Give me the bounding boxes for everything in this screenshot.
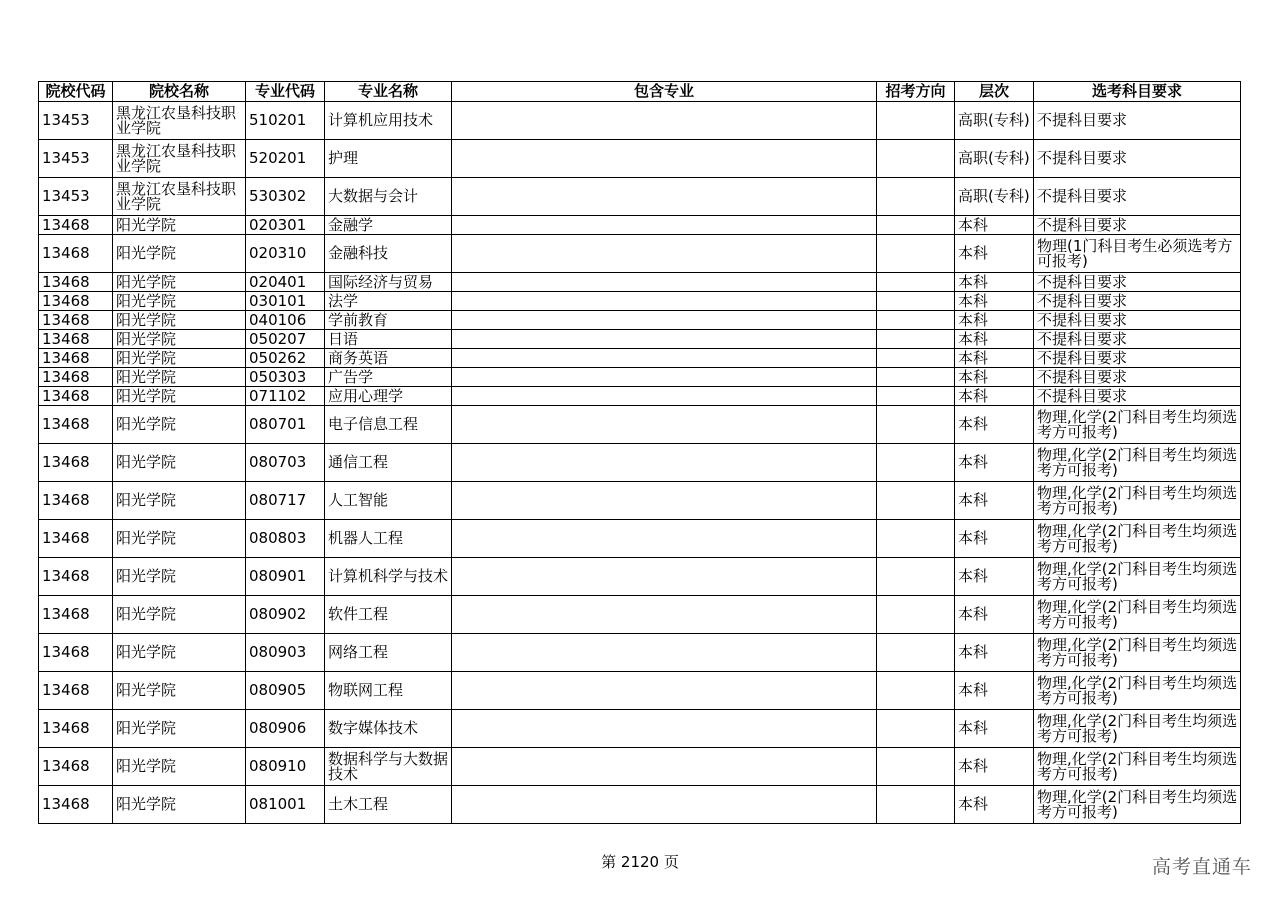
cell-level: 高职(专科): [955, 102, 1034, 140]
cell-school-code: 13453: [39, 178, 113, 216]
cell-major-code: 080906: [246, 710, 325, 748]
cell-included-majors: [452, 387, 877, 406]
cell-school-code: 13468: [39, 748, 113, 786]
cell-major-name: 护理: [325, 140, 452, 178]
cell-included-majors: [452, 786, 877, 824]
cell-included-majors: [452, 235, 877, 273]
table-row: [39, 330, 1241, 349]
cell-subject-requirement: 不提科目要求: [1034, 330, 1241, 349]
cell-admission-direction: [877, 710, 955, 748]
cell-school-code: 13453: [39, 140, 113, 178]
cell-admission-direction: [877, 748, 955, 786]
header-major-code: 专业代码: [246, 82, 325, 102]
cell-included-majors: [452, 102, 877, 140]
cell-major-code: 020310: [246, 235, 325, 273]
cell-school-code: 13468: [39, 368, 113, 387]
table-row: [39, 786, 1241, 824]
table-row: [39, 672, 1241, 710]
cell-major-name: 物联网工程: [325, 672, 452, 710]
cell-school-name: 阳光学院: [113, 368, 246, 387]
watermark-logo: 高考直通车: [1151, 856, 1252, 878]
cell-included-majors: [452, 748, 877, 786]
cell-level: 本科: [955, 710, 1034, 748]
cell-school-code: 13468: [39, 634, 113, 672]
cell-level: 本科: [955, 406, 1034, 444]
table-row: [39, 387, 1241, 406]
cell-admission-direction: [877, 596, 955, 634]
cell-major-code: 071102: [246, 387, 325, 406]
cell-major-name: 学前教育: [325, 311, 452, 330]
cell-major-name: 土木工程: [325, 786, 452, 824]
table-row: [39, 368, 1241, 387]
header-major-name: 专业名称: [325, 82, 452, 102]
table-row: [39, 292, 1241, 311]
cell-school-code: 13468: [39, 710, 113, 748]
cell-included-majors: [452, 349, 877, 368]
cell-included-majors: [452, 216, 877, 235]
cell-major-name: 通信工程: [325, 444, 452, 482]
cell-major-name: 商务英语: [325, 349, 452, 368]
cell-school-code: 13468: [39, 387, 113, 406]
table-row: [39, 558, 1241, 596]
cell-admission-direction: [877, 216, 955, 235]
cell-included-majors: [452, 292, 877, 311]
cell-school-code: 13468: [39, 672, 113, 710]
cell-level: 本科: [955, 368, 1034, 387]
table-row: [39, 482, 1241, 520]
cell-school-name: 阳光学院: [113, 558, 246, 596]
cell-subject-requirement: 不提科目要求: [1034, 140, 1241, 178]
cell-school-name: 阳光学院: [113, 786, 246, 824]
cell-admission-direction: [877, 330, 955, 349]
table-row: [39, 634, 1241, 672]
table-row: [39, 102, 1241, 140]
admissions-table: [38, 81, 1241, 824]
cell-school-code: 13468: [39, 406, 113, 444]
cell-level: 高职(专科): [955, 178, 1034, 216]
cell-subject-requirement: 物理,化学(2门科目考生均须选考方可报考): [1034, 482, 1241, 520]
cell-major-name: 网络工程: [325, 634, 452, 672]
cell-admission-direction: [877, 349, 955, 368]
cell-major-code: 080903: [246, 634, 325, 672]
cell-admission-direction: [877, 558, 955, 596]
cell-school-name: 阳光学院: [113, 216, 246, 235]
table-row: [39, 178, 1241, 216]
cell-admission-direction: [877, 406, 955, 444]
cell-subject-requirement: 物理,化学(2门科目考生均须选考方可报考): [1034, 558, 1241, 596]
cell-major-name: 大数据与会计: [325, 178, 452, 216]
cell-school-code: 13453: [39, 102, 113, 140]
cell-major-code: 020401: [246, 273, 325, 292]
cell-school-code: 13468: [39, 216, 113, 235]
cell-major-name: 金融科技: [325, 235, 452, 273]
cell-included-majors: [452, 140, 877, 178]
cell-admission-direction: [877, 273, 955, 292]
cell-admission-direction: [877, 311, 955, 330]
cell-subject-requirement: 物理,化学(2门科目考生均须选考方可报考): [1034, 710, 1241, 748]
header-admission-direction: 招考方向: [877, 82, 955, 102]
cell-major-code: 030101: [246, 292, 325, 311]
header-row: [39, 82, 1241, 102]
cell-major-code: 050303: [246, 368, 325, 387]
cell-subject-requirement: 不提科目要求: [1034, 349, 1241, 368]
cell-subject-requirement: 不提科目要求: [1034, 216, 1241, 235]
cell-admission-direction: [877, 387, 955, 406]
cell-level: 本科: [955, 292, 1034, 311]
cell-major-code: 080803: [246, 520, 325, 558]
cell-school-name: 阳光学院: [113, 387, 246, 406]
cell-major-code: 080902: [246, 596, 325, 634]
cell-school-name: 阳光学院: [113, 482, 246, 520]
cell-major-name: 机器人工程: [325, 520, 452, 558]
cell-subject-requirement: 物理,化学(2门科目考生均须选考方可报考): [1034, 748, 1241, 786]
cell-major-code: 080905: [246, 672, 325, 710]
cell-level: 本科: [955, 387, 1034, 406]
cell-level: 本科: [955, 330, 1034, 349]
cell-major-name: 应用心理学: [325, 387, 452, 406]
cell-level: 本科: [955, 235, 1034, 273]
cell-admission-direction: [877, 634, 955, 672]
cell-school-name: 黑龙江农垦科技职业学院: [113, 140, 246, 178]
cell-school-code: 13468: [39, 311, 113, 330]
cell-included-majors: [452, 368, 877, 387]
cell-subject-requirement: 不提科目要求: [1034, 292, 1241, 311]
cell-major-code: 510201: [246, 102, 325, 140]
cell-school-name: 黑龙江农垦科技职业学院: [113, 178, 246, 216]
header-level: 层次: [955, 82, 1034, 102]
cell-included-majors: [452, 406, 877, 444]
cell-school-code: 13468: [39, 520, 113, 558]
cell-school-code: 13468: [39, 235, 113, 273]
table-row: [39, 444, 1241, 482]
cell-school-code: 13468: [39, 349, 113, 368]
cell-level: 本科: [955, 558, 1034, 596]
cell-major-code: 020301: [246, 216, 325, 235]
cell-major-code: 080701: [246, 406, 325, 444]
cell-included-majors: [452, 558, 877, 596]
cell-school-name: 阳光学院: [113, 672, 246, 710]
cell-included-majors: [452, 520, 877, 558]
cell-major-name: 国际经济与贸易: [325, 273, 452, 292]
cell-admission-direction: [877, 368, 955, 387]
cell-school-code: 13468: [39, 786, 113, 824]
cell-school-code: 13468: [39, 273, 113, 292]
cell-school-code: 13468: [39, 482, 113, 520]
cell-major-name: 数字媒体技术: [325, 710, 452, 748]
cell-admission-direction: [877, 102, 955, 140]
cell-major-code: 080717: [246, 482, 325, 520]
cell-major-name: 数据科学与大数据技术: [325, 748, 452, 786]
cell-school-code: 13468: [39, 292, 113, 311]
cell-subject-requirement: 物理,化学(2门科目考生均须选考方可报考): [1034, 786, 1241, 824]
cell-school-code: 13468: [39, 330, 113, 349]
cell-included-majors: [452, 311, 877, 330]
cell-school-code: 13468: [39, 558, 113, 596]
cell-major-name: 计算机科学与技术: [325, 558, 452, 596]
cell-major-name: 法学: [325, 292, 452, 311]
cell-level: 本科: [955, 216, 1034, 235]
cell-included-majors: [452, 273, 877, 292]
cell-level: 本科: [955, 444, 1034, 482]
cell-major-code: 080901: [246, 558, 325, 596]
cell-school-name: 阳光学院: [113, 444, 246, 482]
cell-school-name: 阳光学院: [113, 273, 246, 292]
cell-subject-requirement: 不提科目要求: [1034, 178, 1241, 216]
table-row: [39, 520, 1241, 558]
cell-admission-direction: [877, 178, 955, 216]
table-body: [39, 102, 1241, 824]
cell-school-code: 13468: [39, 596, 113, 634]
table-row: [39, 748, 1241, 786]
page-number: 第 2120 页: [601, 853, 679, 871]
cell-school-code: 13468: [39, 444, 113, 482]
cell-included-majors: [452, 634, 877, 672]
header-subject-requirement: 选考科目要求: [1034, 82, 1241, 102]
cell-school-name: 阳光学院: [113, 235, 246, 273]
cell-major-code: 530302: [246, 178, 325, 216]
table-row: [39, 710, 1241, 748]
cell-major-code: 080703: [246, 444, 325, 482]
cell-included-majors: [452, 672, 877, 710]
cell-subject-requirement: 不提科目要求: [1034, 311, 1241, 330]
cell-school-name: 阳光学院: [113, 710, 246, 748]
cell-included-majors: [452, 178, 877, 216]
cell-subject-requirement: 不提科目要求: [1034, 102, 1241, 140]
cell-level: 本科: [955, 672, 1034, 710]
cell-level: 本科: [955, 748, 1034, 786]
table-row: [39, 140, 1241, 178]
cell-major-code: 080910: [246, 748, 325, 786]
cell-subject-requirement: 物理,化学(2门科目考生均须选考方可报考): [1034, 596, 1241, 634]
table-row: [39, 349, 1241, 368]
cell-school-name: 阳光学院: [113, 330, 246, 349]
cell-subject-requirement: 物理,化学(2门科目考生均须选考方可报考): [1034, 520, 1241, 558]
cell-school-name: 阳光学院: [113, 596, 246, 634]
cell-level: 本科: [955, 349, 1034, 368]
cell-school-name: 阳光学院: [113, 311, 246, 330]
cell-level: 本科: [955, 311, 1034, 330]
header-included-majors: 包含专业: [452, 82, 877, 102]
cell-level: 本科: [955, 520, 1034, 558]
cell-subject-requirement: 物理,化学(2门科目考生均须选考方可报考): [1034, 634, 1241, 672]
cell-admission-direction: [877, 444, 955, 482]
cell-level: 本科: [955, 634, 1034, 672]
cell-level: 本科: [955, 273, 1034, 292]
cell-admission-direction: [877, 140, 955, 178]
table-row: [39, 406, 1241, 444]
table-row: [39, 311, 1241, 330]
cell-major-name: 计算机应用技术: [325, 102, 452, 140]
table-row: [39, 596, 1241, 634]
cell-major-name: 广告学: [325, 368, 452, 387]
cell-major-code: 040106: [246, 311, 325, 330]
cell-major-name: 软件工程: [325, 596, 452, 634]
cell-level: 本科: [955, 786, 1034, 824]
cell-school-name: 阳光学院: [113, 292, 246, 311]
cell-included-majors: [452, 330, 877, 349]
cell-school-name: 阳光学院: [113, 406, 246, 444]
cell-subject-requirement: 不提科目要求: [1034, 273, 1241, 292]
cell-school-name: 阳光学院: [113, 520, 246, 558]
cell-included-majors: [452, 482, 877, 520]
cell-major-code: 081001: [246, 786, 325, 824]
cell-school-name: 阳光学院: [113, 349, 246, 368]
cell-level: 本科: [955, 482, 1034, 520]
cell-major-code: 050207: [246, 330, 325, 349]
header-school-name: 院校名称: [113, 82, 246, 102]
cell-admission-direction: [877, 786, 955, 824]
cell-subject-requirement: 物理,化学(2门科目考生均须选考方可报考): [1034, 406, 1241, 444]
cell-major-name: 日语: [325, 330, 452, 349]
cell-school-name: 黑龙江农垦科技职业学院: [113, 102, 246, 140]
cell-admission-direction: [877, 482, 955, 520]
table-row: [39, 216, 1241, 235]
cell-subject-requirement: 物理,化学(2门科目考生均须选考方可报考): [1034, 672, 1241, 710]
cell-included-majors: [452, 596, 877, 634]
cell-level: 高职(专科): [955, 140, 1034, 178]
header-school-code: 院校代码: [39, 82, 113, 102]
cell-major-code: 520201: [246, 140, 325, 178]
cell-included-majors: [452, 444, 877, 482]
cell-included-majors: [452, 710, 877, 748]
cell-subject-requirement: 物理(1门科目考生必须选考方可报考): [1034, 235, 1241, 273]
cell-school-name: 阳光学院: [113, 634, 246, 672]
table-row: [39, 235, 1241, 273]
cell-subject-requirement: 不提科目要求: [1034, 387, 1241, 406]
cell-admission-direction: [877, 520, 955, 558]
cell-subject-requirement: 不提科目要求: [1034, 368, 1241, 387]
cell-school-name: 阳光学院: [113, 748, 246, 786]
cell-major-name: 电子信息工程: [325, 406, 452, 444]
cell-major-code: 050262: [246, 349, 325, 368]
cell-admission-direction: [877, 672, 955, 710]
table-row: [39, 273, 1241, 292]
cell-admission-direction: [877, 235, 955, 273]
cell-admission-direction: [877, 292, 955, 311]
cell-level: 本科: [955, 596, 1034, 634]
cell-major-name: 金融学: [325, 216, 452, 235]
cell-subject-requirement: 物理,化学(2门科目考生均须选考方可报考): [1034, 444, 1241, 482]
cell-major-name: 人工智能: [325, 482, 452, 520]
